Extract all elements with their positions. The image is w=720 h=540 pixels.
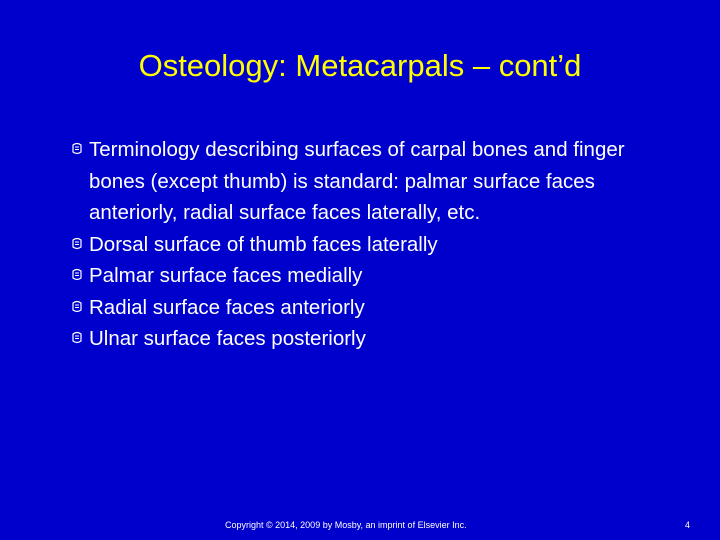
bullet-text: Ulnar surface faces posteriorly xyxy=(89,327,366,350)
scroll-bullet-icon xyxy=(70,237,84,251)
bullet-item xyxy=(72,260,672,292)
bullet-item xyxy=(72,292,672,324)
bullet-item xyxy=(72,134,672,229)
bullet-text: Radial surface faces anteriorly xyxy=(89,295,365,319)
bullet-text: Terminology describing surfaces of carpal bones and finger bones (except thumb) is standard: palmar surface faces anteriorly, radial surface faces laterally, etc. xyxy=(89,138,625,224)
bullet-item xyxy=(72,323,672,355)
bullet-list xyxy=(72,134,672,355)
page-number: 4 xyxy=(684,520,690,530)
bullet-item xyxy=(72,229,672,261)
scroll-bullet-icon xyxy=(70,331,84,345)
scroll-bullet-icon xyxy=(70,142,84,156)
bullet-text: Palmar surface faces medially xyxy=(89,264,363,287)
copyright-notice: Copyright © 2014, 2009 by Mosby, an imprint of Elsevier Inc. xyxy=(225,520,467,530)
slide-title: Osteology: Metacarpals – cont’d xyxy=(138,48,582,83)
slide-footer xyxy=(0,518,720,532)
bullet-text: Dorsal surface of thumb faces laterally xyxy=(89,232,438,256)
scroll-bullet-icon xyxy=(70,268,84,282)
scroll-bullet-icon xyxy=(70,300,84,314)
